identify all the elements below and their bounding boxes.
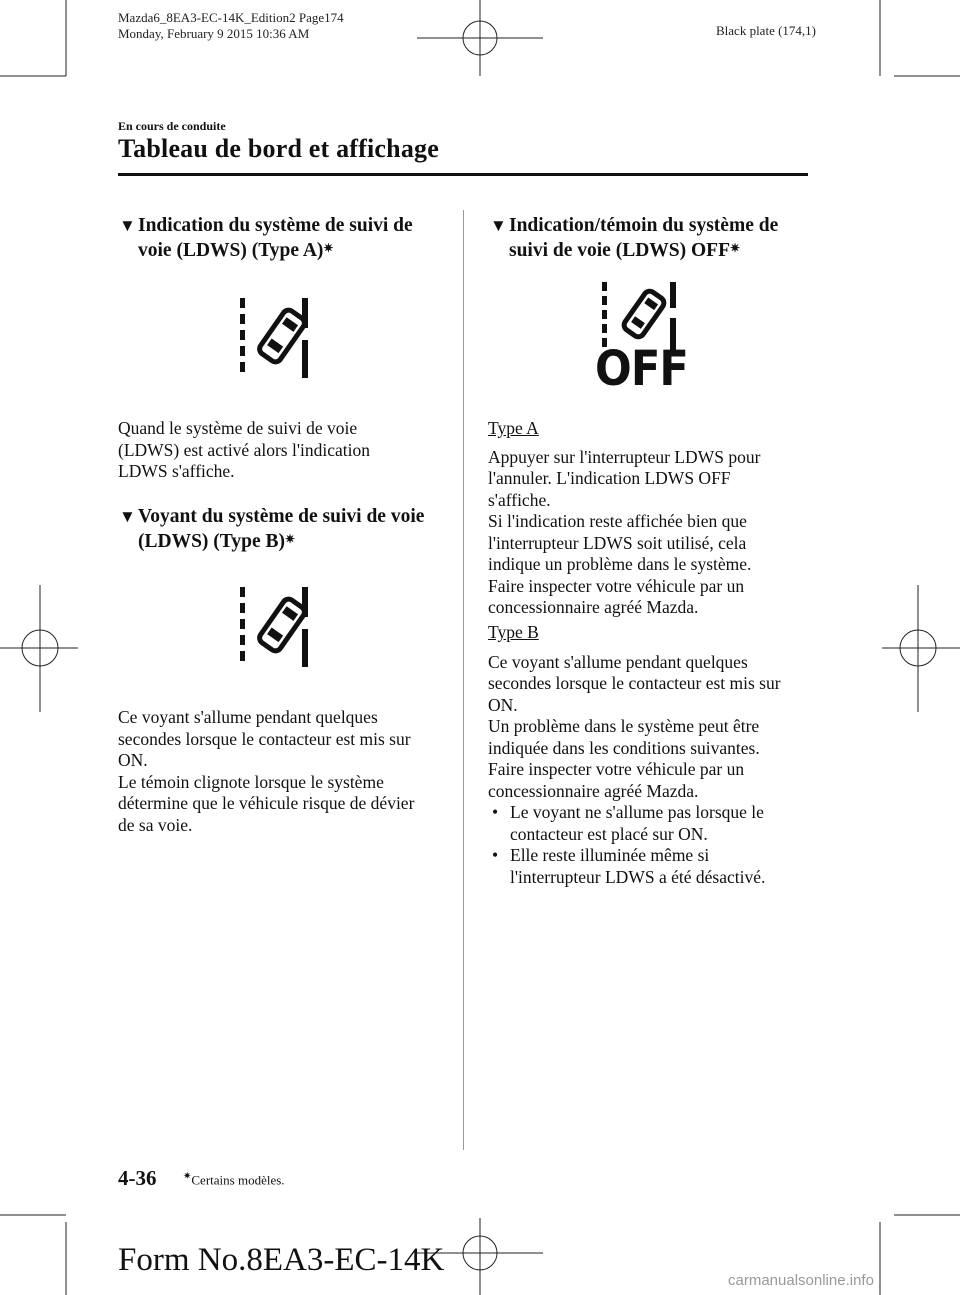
footnote-text: Certains modèles. [191, 1172, 285, 1188]
text-line: Faire inspecter votre véhicule par un [488, 759, 745, 779]
off-label: OFF [595, 341, 689, 397]
text-line: Ce voyant s'allume pendant quelques [488, 651, 748, 672]
text-line: l'annuler. L'indication LDWS OFF [488, 468, 731, 488]
heading-ldws-type-b [119, 504, 448, 554]
type-a-label: Type A [488, 418, 539, 438]
text-line: indiquée dans les conditions suivantes. [488, 737, 760, 758]
heading-text: Indication/témoin du système de suivi de voie (LDWS) OFF [509, 215, 779, 261]
text-line: Ce voyant s'allume pendant quelques [118, 707, 378, 727]
page-title: Tableau de bord et affichage [118, 134, 439, 163]
triangle-marker: ▼ [119, 507, 136, 526]
heading-text: Indication du système de suivi de voie (LDWS) (Type A) [138, 215, 413, 261]
triangle-marker: ▼ [119, 216, 136, 235]
text-line: l'interrupteur LDWS a été désactivé. [510, 866, 766, 887]
text-line: ON. [488, 694, 518, 715]
lane-departure-off-icon [590, 280, 690, 400]
footnote [183, 1171, 285, 1188]
file-info [118, 10, 344, 42]
form-number: Form No.8EA3-EC-14K [118, 1242, 445, 1278]
plate-label: Black plate (174,1) [716, 23, 816, 38]
text-line: secondes lorsque le contacteur est mis sur [488, 673, 781, 693]
lane-departure-icon [236, 296, 322, 382]
file-date: Monday, February 9 2015 10:36 AM [118, 26, 310, 41]
text-line: Le témoin clignote lorsque le système [118, 771, 384, 792]
condition-list [488, 802, 818, 888]
text-line: s'affiche. [488, 489, 551, 510]
text-line: l'interrupteur LDWS soit utilisé, cela [488, 532, 747, 553]
paragraph-type-b [118, 707, 458, 836]
asterisk-icon: ✷ [284, 532, 296, 546]
asterisk-icon: ✷ [730, 241, 741, 255]
text-line: Appuyer sur l'interrupteur LDWS pour [488, 446, 761, 467]
text-line: concessionnaire agréé Mazda. [488, 597, 699, 617]
page-number: 4-36 [118, 1166, 157, 1190]
type-b-label: Type B [488, 622, 539, 642]
heading-ldws-type-a [119, 213, 448, 263]
text-line: LDWS s'affiche. [118, 461, 235, 481]
text-line: secondes lorsque le contacteur est mis sur [118, 728, 411, 749]
text-line: concessionnaire agréé Mazda. [488, 780, 699, 801]
file-name: Mazda6_8EA3-EC-14K_Edition2 Page174 [118, 10, 344, 25]
heading-text: Voyant du système de suivi de voie (LDWS) (Type B) [138, 506, 425, 552]
header-rule [118, 173, 808, 176]
watermark: carmanualsonline.info [728, 1272, 874, 1289]
type-a-section [488, 418, 818, 619]
list-item [488, 845, 818, 888]
heading-ldws-off [490, 213, 809, 263]
text-line: (LDWS) est activé alors l'indication [118, 439, 370, 460]
column-divider [463, 210, 464, 1150]
asterisk-icon: ✷ [323, 241, 334, 255]
text-line: Un problème dans le système peut être [488, 716, 760, 736]
paragraph-type-a [118, 418, 448, 483]
text-line: Quand le système de suivi de voie [118, 418, 358, 438]
section-label: En cours de conduite [118, 119, 226, 133]
asterisk-icon: ✷ [183, 1171, 192, 1182]
text-line: détermine que le véhicule risque de dévier [118, 793, 415, 813]
text-line: ON. [118, 750, 148, 770]
text-line: Faire inspecter votre véhicule par un [488, 575, 745, 596]
text-line: contacteur est placé sur ON. [510, 823, 708, 844]
lane-departure-icon [236, 585, 322, 671]
text-line: • Elle reste illuminée même si [510, 845, 710, 865]
type-b-section [488, 622, 818, 888]
list-item [488, 802, 818, 845]
text-line: de sa voie. [118, 814, 193, 835]
text-line: • Le voyant ne s'allume pas lorsque le [510, 802, 764, 822]
triangle-marker: ▼ [490, 216, 507, 235]
text-line: indique un problème dans le système. [488, 554, 752, 574]
text-line: Si l'indication reste affichée bien que [488, 511, 747, 531]
